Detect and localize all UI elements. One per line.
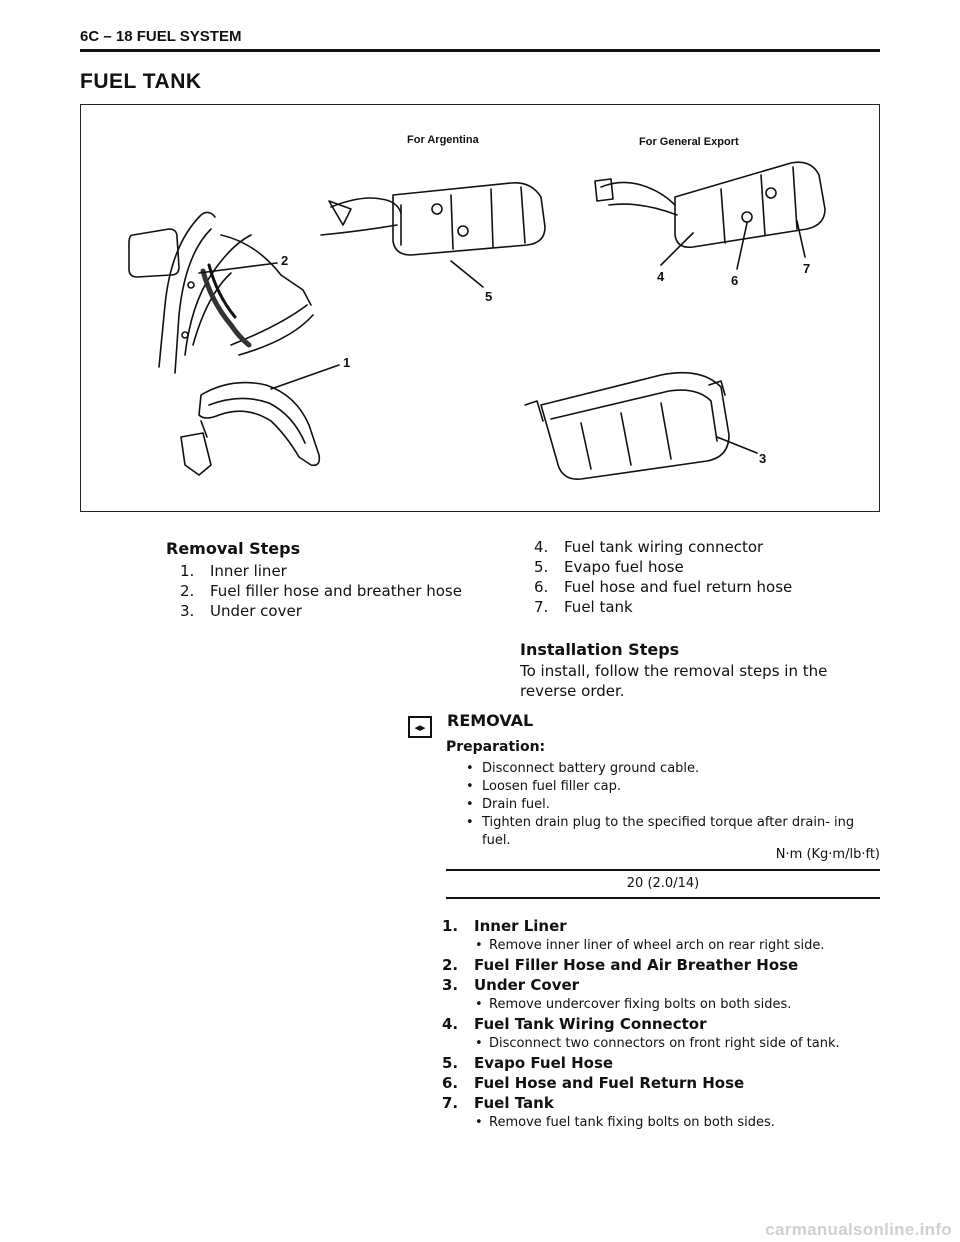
svg-text:5: 5 <box>485 289 493 304</box>
torque-table-rule <box>446 869 880 871</box>
installation-steps-text: To install, follow the removal steps in the reverse order. <box>520 662 828 700</box>
list-item: • Tighten drain plug to the specified torque after drain- ing fuel. <box>466 814 880 850</box>
procedure-list <box>442 916 882 1132</box>
procedure-note: • Disconnect two connectors on front right side of tank. <box>442 1034 882 1053</box>
installation-steps-title: Installation Steps <box>520 640 680 659</box>
list-item: 5. Evapo fuel hose <box>534 558 684 576</box>
procedure-note: • Remove fuel tank fixing bolts on both sides. <box>442 1113 882 1132</box>
svg-text:4: 4 <box>657 269 665 284</box>
list-item: 6. Fuel hose and fuel return hose <box>534 578 793 596</box>
removal-title: REMOVAL <box>447 711 534 730</box>
list-item: 4. Fuel tank wiring connector <box>534 538 764 556</box>
procedure-note: • Remove undercover fixing bolts on both sides. <box>442 995 882 1014</box>
procedure-item: 4. Fuel Tank Wiring Connector • Disconnect two connectors on front right side of tank. <box>442 1014 882 1053</box>
svg-text:3: 3 <box>759 451 767 466</box>
procedure-item: 1. Inner Liner • Remove inner liner of wheel arch on rear right side. <box>442 916 882 955</box>
inner-liner-drawing <box>181 383 319 475</box>
list-item: • Drain fuel. <box>466 796 880 814</box>
callout-2 <box>199 253 288 273</box>
under-cover-drawing <box>525 373 729 479</box>
preparation-list <box>466 760 880 850</box>
label-for-argentina: For Argentina <box>407 134 479 146</box>
removal-steps-list <box>166 561 496 621</box>
fuel-tank-diagram <box>80 104 880 512</box>
tank-export-drawing <box>595 162 825 247</box>
torque-value: 20 (2.0/14) <box>626 876 700 891</box>
callout-5 <box>451 261 492 304</box>
procedure-item: 7. Fuel Tank • Remove fuel tank fixing bolts on both sides. <box>442 1093 882 1132</box>
page-header: 6C – 18 FUEL SYSTEM <box>80 28 242 45</box>
torque-unit: N·m (Kg·m/lb·ft) <box>775 847 880 862</box>
list-item: 2. Fuel filler hose and breather hose <box>180 582 462 600</box>
section-title: FUEL TANK <box>80 70 202 93</box>
removal-steps-continued <box>534 537 874 617</box>
preparation-title: Preparation: <box>446 739 546 755</box>
wheel-arch-drawing <box>129 212 313 373</box>
list-item: 3. Under cover <box>180 602 302 620</box>
procedure-note: • Remove inner liner of wheel arch on rear right side. <box>442 936 882 955</box>
list-item: • Disconnect battery ground cable. <box>466 760 880 778</box>
torque-table-rule <box>446 897 880 899</box>
label-for-general-export: For General Export <box>639 136 739 148</box>
list-item: • Loosen fuel filler cap. <box>466 778 880 796</box>
procedure-item: 5. Evapo Fuel Hose <box>442 1054 614 1072</box>
tank-argentina-drawing <box>321 183 545 255</box>
installation-steps-block <box>520 640 870 701</box>
procedure-item: 2. Fuel Filler Hose and Air Breather Hose <box>442 956 799 974</box>
procedure-item: 6. Fuel Hose and Fuel Return Hose <box>442 1074 745 1092</box>
list-item: 7. Fuel tank <box>534 598 633 616</box>
procedure-item: 3. Under Cover • Remove undercover fixing bolts on both sides. <box>442 975 882 1014</box>
svg-text:2: 2 <box>281 253 289 268</box>
svg-text:1: 1 <box>343 355 351 370</box>
removal-steps-title: Removal Steps <box>166 539 301 558</box>
list-item: 1. Inner liner <box>180 562 287 580</box>
callout-1 <box>271 355 350 389</box>
callout-4 <box>657 233 693 284</box>
callout-6 <box>731 223 747 288</box>
watermark: carmanualsonline.info <box>765 1220 952 1239</box>
remove-arrows-icon: ◂▸ <box>408 716 432 738</box>
removal-steps-block <box>166 539 496 621</box>
svg-text:6: 6 <box>731 273 739 288</box>
header-rule <box>80 49 880 52</box>
svg-text:7: 7 <box>803 261 811 276</box>
